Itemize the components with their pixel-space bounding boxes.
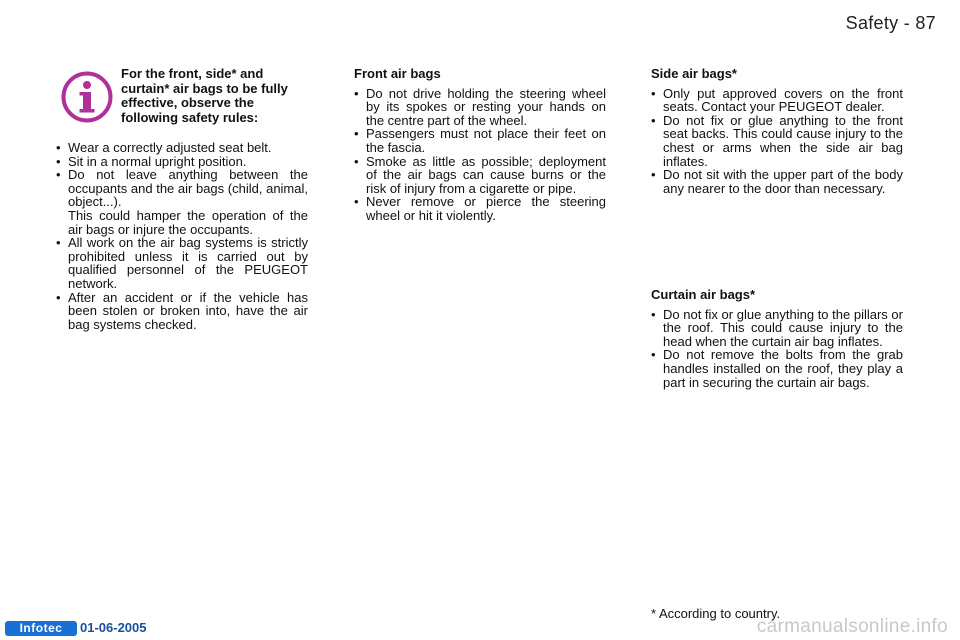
list-item bbox=[56, 168, 308, 236]
footnote: * According to country. bbox=[651, 606, 781, 621]
section-title: Front air bags bbox=[354, 66, 441, 81]
list-item: • After an accident or if the vehicle has been stolen or broken into, have the air bag systems checked. bbox=[56, 291, 308, 332]
section-title: Curtain air bags* bbox=[651, 287, 756, 302]
list-item: • Do not sit with the upper part of the body any nearer to the door than necessary. bbox=[651, 168, 903, 195]
list-item: • Only put approved covers on the front seats. Contact your PEUGEOT dealer. bbox=[651, 87, 903, 114]
page-title: Safety - 87 bbox=[845, 13, 936, 33]
list-item: • Passengers must not place their feet on the fascia. bbox=[354, 127, 606, 154]
list-item: • Do not fix or glue anything to the pillars or the roof. This could cause injury to the head when the curtain air bag inflates. bbox=[651, 308, 903, 349]
list-item-text: • Do not leave anything between the occupants and the air bags (child, animal, object...). bbox=[68, 167, 308, 210]
footer-date: 01-06-2005 bbox=[80, 620, 147, 635]
list-item: • Wear a correctly adjusted seat belt. bbox=[56, 141, 308, 155]
list-item: • All work on the air bag systems is strictly prohibited unless it is carried out by qualified personnel of the PEUGEOT network. bbox=[56, 236, 308, 290]
general-rules-list bbox=[56, 141, 308, 331]
front-airbags-list bbox=[354, 87, 606, 223]
info-heading: For the front, side* and curtain* air bags to be fully effective, observe the following safety rules: bbox=[121, 66, 288, 125]
list-item: • Do not fix or glue anything to the front seat backs. This could cause injury to the chest or arms when the side air bag inflates. bbox=[651, 114, 903, 168]
general-rules-section bbox=[56, 141, 308, 331]
list-item: • Never remove or pierce the steering wheel or hit it violently. bbox=[354, 195, 606, 222]
front-airbags-section bbox=[354, 67, 606, 223]
list-item-note: This could hamper the operation of the air bags or injure the occupants. bbox=[68, 207, 308, 237]
watermark: carmanualsonline.info bbox=[756, 616, 948, 637]
info-icon bbox=[60, 70, 114, 124]
list-item: • Sit in a normal upright position. bbox=[56, 155, 308, 169]
side-airbags-section bbox=[651, 67, 903, 195]
list-item: • Smoke as little as possible; deployment of the air bags can cause burns or the risk of injury from a cigarette or pipe. bbox=[354, 155, 606, 196]
curtain-airbags-section bbox=[651, 288, 903, 389]
section-title: Side air bags* bbox=[651, 66, 737, 81]
list-item: • Do not drive holding the steering wheel by its spokes or resting your hands on the centre part of the wheel. bbox=[354, 87, 606, 128]
side-airbags-list bbox=[651, 87, 903, 196]
list-item: • Do not remove the bolts from the grab handles installed on the roof, they play a part in securing the curtain air bags. bbox=[651, 348, 903, 389]
brand-logo: Infotec bbox=[5, 621, 77, 636]
curtain-airbags-list bbox=[651, 308, 903, 390]
